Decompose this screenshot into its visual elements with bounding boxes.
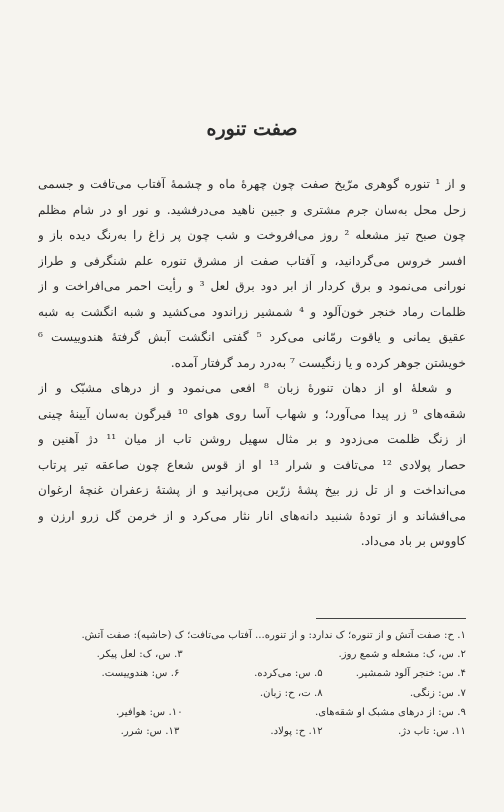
main-text — [38, 172, 466, 555]
footnote-row — [38, 722, 466, 741]
text-line: زحل محل به‌سان جرم مشتری و جبین ناهید می‌درفشید. و نور او در شام مظلم — [38, 202, 466, 217]
footnote-row — [38, 684, 466, 703]
section-heading: صفت تنوره — [206, 118, 298, 140]
text-line: کاووس بر باد می‌داد. — [360, 534, 466, 548]
footnote-row — [38, 703, 466, 722]
text-line: و شعلهٔ او از دهان تنورهٔ زبان ⁸ افعی می‌نمود و از درهای مشبّک و از — [38, 381, 452, 395]
footnote-divider — [316, 618, 466, 619]
footnote: ۱۲. ح: پولاد. — [270, 725, 323, 737]
footnote: ۷. س: زنگی. — [409, 687, 466, 699]
text-line: می‌افشاند و از تودهٔ شنبید دانه‌های انار نثار می‌کرد و از خرمن گل زرو ارزن و — [38, 508, 466, 523]
footnotes — [38, 626, 466, 741]
text-line: می‌انداخت و از تل زر بیخ پشهٔ زرّین می‌پرانید و از پشتهٔ زعفران غنچهٔ ارغوان — [38, 483, 466, 497]
footnote: ۳. س، ک: لعل پیکر. — [96, 649, 183, 661]
text-line: حصار پولادی ¹² می‌تافت و شرار ¹³ او از قوس شعاع چون صاعقه تیر پرتاب — [38, 457, 466, 472]
text-line: شقه‌های ⁹ زر پیدا می‌آورد؛ و شهاب آسا روی هوای ¹⁰ قیرگون به‌سان آیینهٔ چینی — [38, 406, 466, 421]
text-line: عقیق یمانی و یاقوت رمّانی می‌کرد ⁵ گفتی انگشت آبش گرفتهٔ هندوییست ⁶ — [38, 330, 466, 344]
footnote: ۱۰. س: هوافیر. — [115, 706, 183, 718]
footnote: ۱۱. س: تاب دژ. — [398, 725, 466, 737]
footnote: ۲. س، ک: مشعله و شمع روز. — [338, 649, 466, 661]
text-line: و از ¹ تنوره گوهری مرّیخ صفت چون چهرهٔ ماه و چشمهٔ آفتاب می‌تافت و جسمی — [38, 177, 466, 191]
footnote: ۴. س: خنجر آلود شمشیر. — [355, 668, 466, 680]
text-line: ظلمات رماد خنجر خون‌آلود و ⁴ شمشیر زراندود می‌کشید و شبه انگشت به شبه — [38, 304, 466, 319]
footnote: ۱. ح: صفت آتش و از تنوره؛ ک ندارد: و از تنوره... آفتاب می‌تافت؛ ک (حاشیه): صفت آتش. — [81, 630, 466, 641]
footnote: ۸. ت، ح: زبان. — [259, 687, 323, 699]
footnote: ۹. س: از درهای مشبک او شقه‌های. — [314, 706, 466, 718]
footnote: ۵. س: می‌کرده. — [254, 668, 323, 680]
text-line: از زنگ ظلمت می‌زدود و بر مثال سهیل روشن تاب از میان ¹¹ دژ آهنین و — [38, 432, 466, 446]
footnote-row — [38, 645, 466, 664]
text-line: نورانی می‌نمود و برق کردار از ابر دود برق لعل ³ و رأیت احمر می‌افراخت و از — [38, 279, 466, 293]
footnote-row — [38, 664, 466, 683]
text-line: چون صبح تیز مشعله ² روز می‌افروخت و شب چون پر زاغ را به‌رنگ دیده باز و — [38, 228, 466, 242]
footnote-row — [38, 626, 466, 645]
text-line: افسر خروس می‌گردانید، و آفتاب صفت از مشرق تنوره علم شنگرفی و طراز — [38, 253, 466, 268]
footnote: ۶. س: هندوییست. — [101, 668, 180, 680]
text-line: خویشتن جوهر کرده و یا زنگیست ⁷ به‌درد رمد گرفتار آمده. — [170, 355, 466, 370]
footnote: ۱۳. س: شرر. — [120, 725, 180, 737]
